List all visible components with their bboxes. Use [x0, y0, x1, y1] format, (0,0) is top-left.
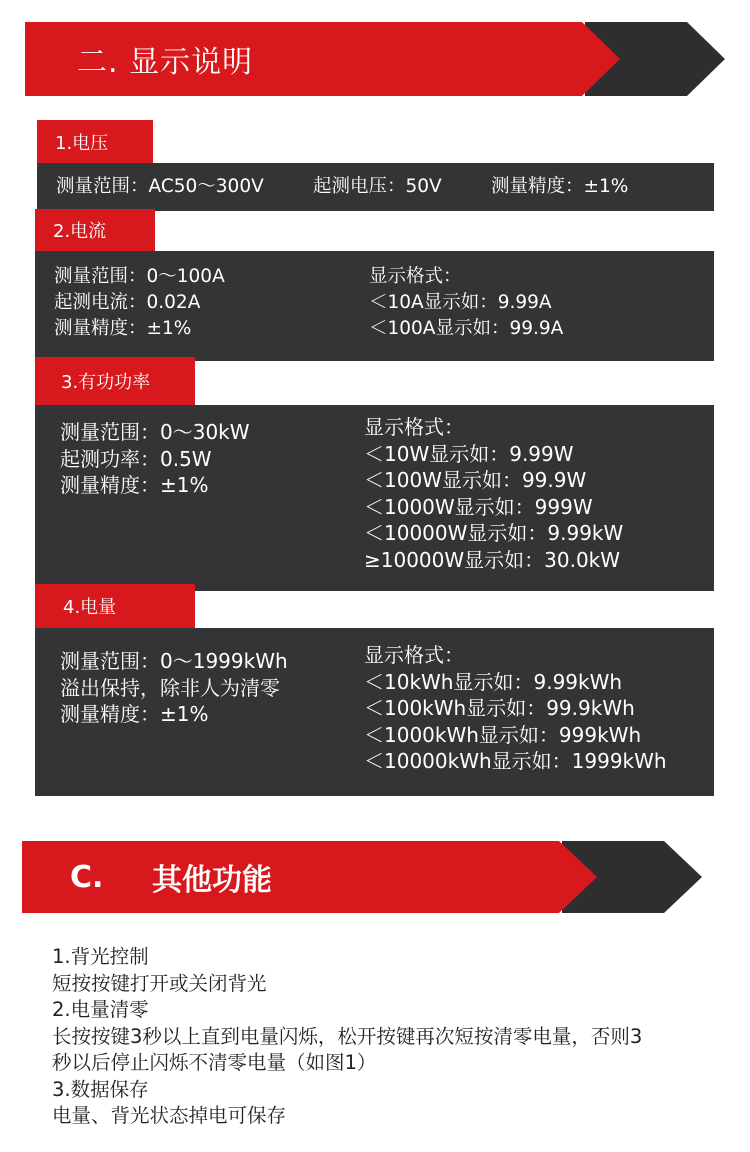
spec-line: 测量精度：±1% — [60, 473, 209, 497]
panel-voltage — [37, 163, 714, 211]
function-heading: 3.数据保存 — [52, 1077, 149, 1101]
function-heading: 1.背光控制 — [52, 945, 149, 968]
spec-line: 起测电流：0.02A — [54, 292, 201, 313]
energy-specs — [60, 648, 288, 728]
function-text: 秒以后停止闪烁不清零电量（如图1） — [52, 1051, 377, 1074]
format-line: ＜100kWh显示如：99.9kWh — [364, 696, 635, 720]
format-line: ＜10A显示如：9.99A — [369, 292, 552, 313]
tab-energy: 4.电量 — [35, 584, 195, 628]
spec-line: 溢出保持，除非人为清零 — [60, 675, 280, 700]
tab-voltage: 1.电压 — [37, 120, 153, 163]
function-heading: 2.电量清零 — [52, 998, 149, 1021]
format-line: 显示格式： — [369, 266, 462, 287]
format-line: ＜10W显示如：9.99W — [364, 441, 574, 466]
function-text: 电量、背光状态掉电可保存 — [52, 1104, 287, 1127]
voltage-start: 起测电压：50V — [313, 176, 442, 197]
spec-line: 测量精度：±1% — [60, 702, 209, 726]
function-text: 长按按键3秒以上直到电量闪烁，松开按键再次短按清零电量，否则3 — [52, 1024, 643, 1048]
voltage-range: 测量范围：AC50～300V — [56, 176, 264, 197]
format-line: ＜10000W显示如：9.99kW — [364, 521, 624, 545]
format-line: ＜100W显示如：99.9W — [364, 468, 587, 492]
panel-energy — [35, 628, 714, 796]
spec-line: 起测功率：0.5W — [60, 446, 212, 471]
current-specs — [54, 264, 225, 342]
function-text: 短按按键打开或关闭背光 — [52, 971, 267, 995]
power-display-format — [364, 414, 623, 573]
voltage-precision: 测量精度：±1% — [491, 176, 629, 197]
section-title: 二. 显示说明 — [77, 45, 254, 80]
section-banner-other-functions — [22, 841, 702, 913]
format-line: ＜1000kWh显示如：999kWh — [364, 722, 642, 747]
section-banner-display — [25, 22, 725, 96]
format-line: 显示格式： — [364, 643, 464, 667]
format-line: 显示格式： — [364, 415, 464, 439]
format-line: ≥10000W显示如：30.0kW — [364, 547, 621, 572]
other-functions-list — [52, 944, 642, 1130]
format-line: ＜100A显示如：99.9A — [369, 318, 564, 339]
current-display-format — [369, 264, 563, 342]
panel-current — [35, 251, 714, 361]
spec-line: 测量范围：0～100A — [54, 266, 225, 287]
spec-line: 测量精度：±1% — [54, 318, 192, 339]
panel-active-power — [35, 405, 714, 591]
section-letter: C. — [70, 859, 104, 895]
power-specs — [60, 419, 250, 499]
format-line: ＜10kWh显示如：9.99kWh — [364, 669, 623, 694]
format-line: ＜10000kWh显示如：1999kWh — [364, 749, 667, 773]
banner-arrow-red — [22, 841, 597, 913]
spec-line: 测量范围：0～30kW — [60, 420, 250, 444]
tab-current: 2.电流 — [35, 209, 155, 251]
energy-display-format — [364, 642, 667, 775]
section-title: 其他功能 — [152, 863, 272, 898]
tab-active-power: 3.有功功率 — [35, 357, 195, 405]
format-line: ＜1000W显示如：999W — [364, 494, 593, 519]
spec-line: 测量范围：0～1999kWh — [60, 649, 288, 673]
